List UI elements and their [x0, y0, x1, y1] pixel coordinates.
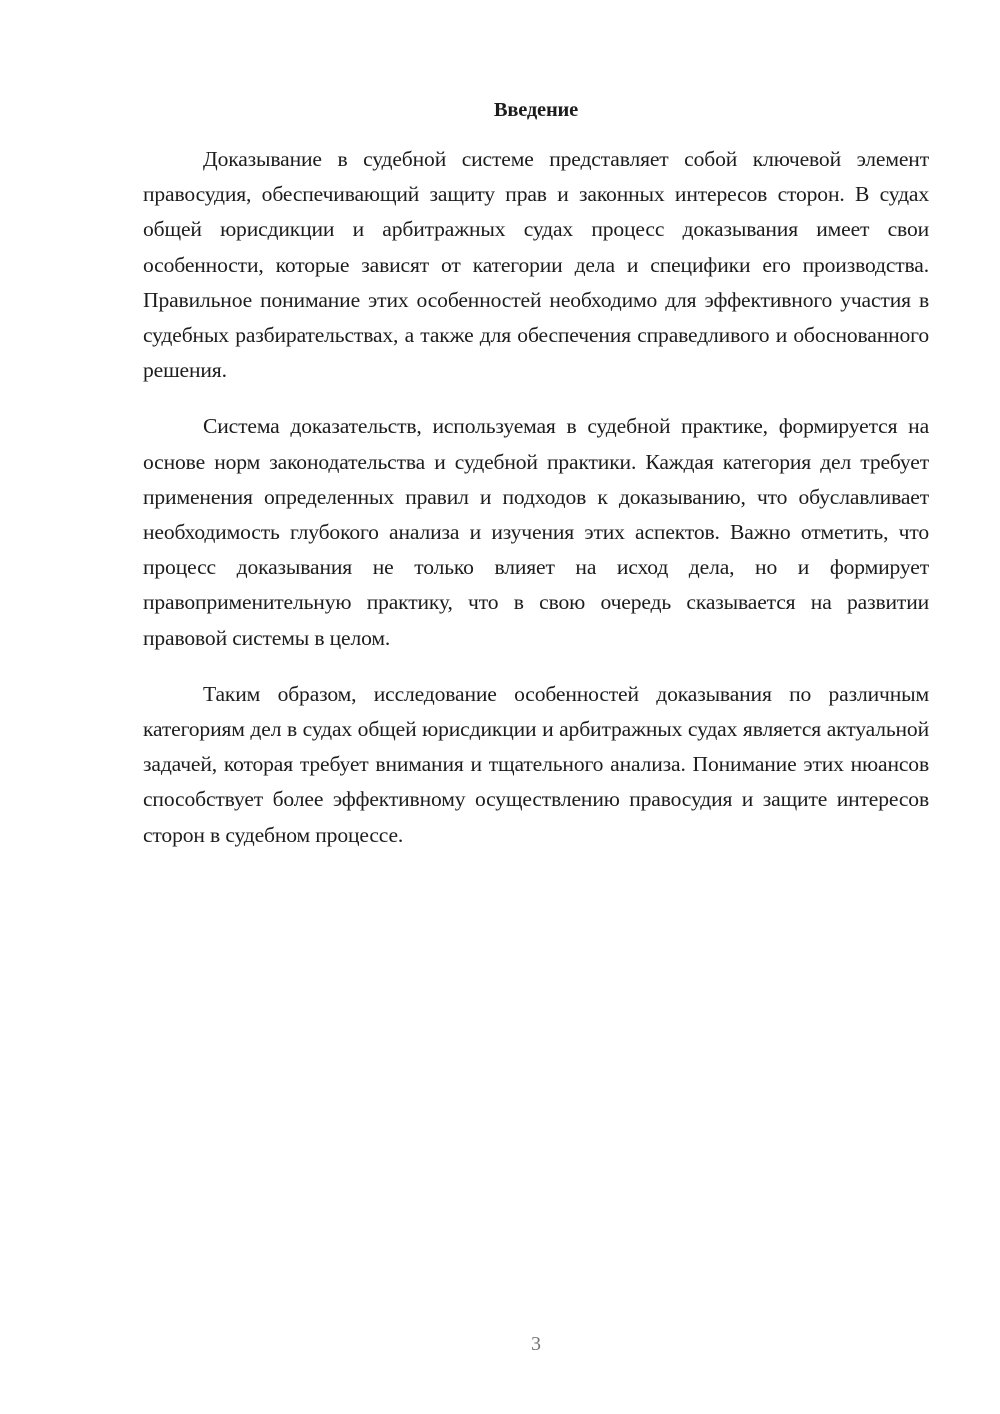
- paragraph-3: Таким образом, исследование особенностей доказывания по различным категориям дел в судах общей юрисдикции и арбитражных судах является актуальной задачей, которая требует внимания и тщательного анализа. Понимание этих нюансов способствует более эффективному осуществлению правосудия и защите интересов сторон в судебном процессе.: [143, 681, 929, 847]
- paragraph-2: Система доказательств, используемая в судебной практике, формируется на основе норм законодательства и судебной практики. Каждая категория дел требует применения определенных правил и подходов к доказыванию, что обуславливает необходимость глубокого анализа и изучения этих аспектов. Важно отметить, что процесс доказывания не только влияет на исход дела, но и формирует правоприменительную практику, что в свою очередь сказывается на развитии правовой системы в целом.: [143, 414, 929, 650]
- paragraph-1: Доказывание в судебной системе представляет собой ключевой элемент правосудия, обеспечивающий защиту прав и законных интересов сторон. В судах общей юрисдикции и арбитражных судах процесс доказывания имеет свои особенности, которые зависят от категории дела и специфики его производства. Правильное понимание этих особенностей необходимо для эффективного участия в судебных разбирательствах, а также для обеспечения справедливого и обоснованного решения.: [143, 147, 929, 383]
- page-number: 3: [531, 1333, 541, 1355]
- page-content: [143, 93, 929, 853]
- section-title: Введение: [493, 99, 579, 121]
